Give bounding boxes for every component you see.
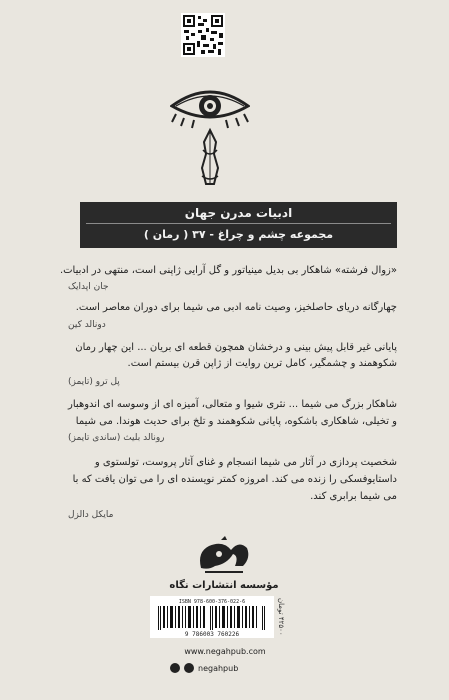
quote-text: شخصیت پردازی در آثار می شیما انسجام و غنای آثار پروست، تولستوی و: [94, 457, 397, 468]
quote-text: شکوهمند و چشمگیر، کامل ترین روایت از ژاپن قرن بیستم است.: [127, 358, 397, 369]
isbn-barcode: [150, 596, 274, 638]
instagram-icon: [170, 663, 180, 673]
quote-author: جان اپدایک: [68, 282, 109, 292]
quote-author: دونالد کین: [68, 320, 106, 330]
eye-pen-logo-icon: [170, 84, 250, 194]
social-handle: [170, 663, 238, 673]
quote-text: داستایوفسکی را زنده می کند. امروزه کمتر نویسنده ای را می توان یافت که با: [72, 474, 397, 485]
publisher-name: مؤسسه انتشارات نگاه: [169, 580, 279, 591]
qr-code-icon: [181, 13, 225, 57]
publisher-website: www.negahpub.com: [184, 647, 266, 656]
barcode-number: 9 786003 760226: [184, 631, 240, 638]
price-label: ۴۲۵۰۰ تومان: [277, 598, 285, 636]
quote-author: مایکل دالزل: [68, 510, 114, 520]
series-banner: [80, 202, 397, 248]
negah-publisher-logo-icon: [195, 536, 253, 576]
isbn-text: ISBN 978-600-376-022-6: [178, 599, 246, 605]
quote-text: «زوال فرشته» شاهکار بی بدیل مینیاتور و گل آرایی ژاپنی است، منتهی در ادبیات.: [59, 265, 397, 276]
quote-author: رونالد بلیث (ساندی تایمز): [68, 433, 165, 443]
series-subtitle: مجموعه چشم و چراغ - ۳۷ ( رمان ): [143, 228, 334, 241]
quote-text: می شیما برابری کند.: [310, 491, 397, 502]
quote-author: پل ترو (تایمز): [68, 377, 120, 387]
quote-text: پایانی غیر قابل پیش بینی و درخشان همچون قطعه ای بریان ... این چهار رمان: [75, 342, 397, 353]
series-title: ادبیات مدرن جهان: [184, 206, 293, 220]
telegram-icon: [184, 663, 194, 673]
quote-text: چهارگانه دریای حاصلخیز، وصیت نامه ادبی می شیما برای دوران معاصر است.: [75, 302, 397, 313]
quote-text: شاهکار بزرگ می شیما ... نثری شیوا و متعالی، آمیزه ای از وسوسه ای اندوهبار: [68, 399, 397, 410]
quote-text: و تخیلی، شاهکاری باشکوه، پایانی شکوهمند و تلخ برای حدیث هوندا. می شیما: [75, 416, 397, 427]
social-handle-text: negahpub: [198, 663, 239, 673]
banner-divider: [86, 223, 391, 224]
